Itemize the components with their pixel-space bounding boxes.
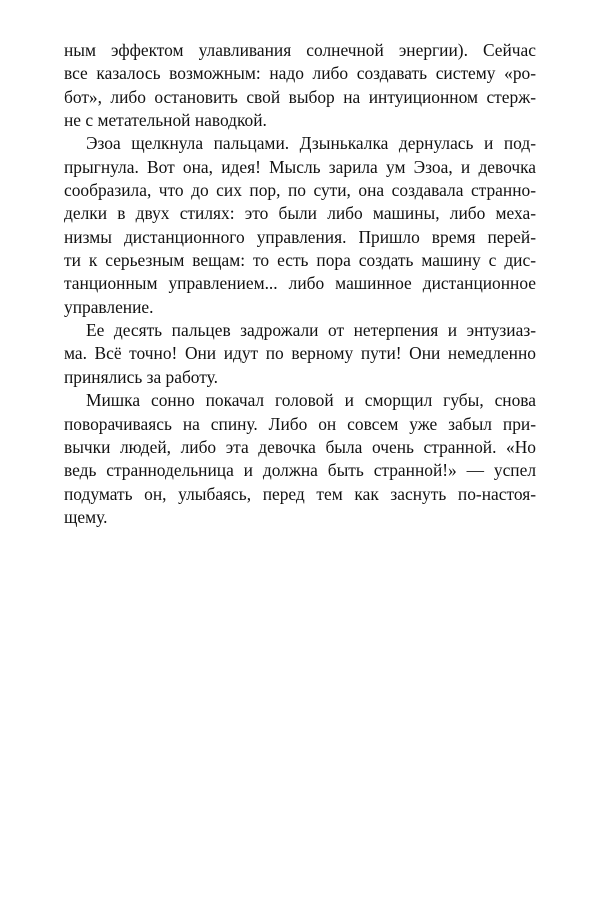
text-line: поворачиваясь на спину. Либо он совсем уже забыл при-	[64, 413, 536, 434]
text-line: все казалось возможным: надо либо создавать систему «ро-	[64, 63, 536, 84]
text-line: управление.	[64, 296, 154, 317]
text-line: подумать он, улыбаясь, перед тем как заснуть по-настоя-	[64, 483, 536, 504]
text-line: щему.	[64, 506, 108, 527]
text-line: делки в двух стилях: это были либо машины, либо меха-	[64, 203, 536, 224]
paragraph-2	[64, 132, 536, 319]
paragraph-1	[64, 39, 536, 132]
text-line: ма. Всё точно! Они идут по верному пути! Они немедленно	[64, 343, 536, 364]
text-line: Мишка сонно покачал головой и сморщил губы, снова	[86, 390, 536, 411]
text-line: прыгнула. Вот она, идея! Мысль зарила ум Эзоа, и девочка	[64, 156, 536, 177]
text-line: вычки людей, либо эта девочка была очень странной. «Но	[64, 436, 536, 457]
text-line: Ее десять пальцев задрожали от нетерпения и энтузиаз-	[86, 320, 536, 341]
text-line: бот», либо остановить свой выбор на интуиционном стерж-	[64, 86, 536, 107]
paragraph-4	[64, 389, 536, 529]
paragraph-3	[64, 319, 536, 389]
text-line: ным эффектом улавливания солнечной энергии). Сейчас	[64, 40, 536, 60]
text-line: сообразила, что до сих пор, по сути, она создавала странно-	[64, 180, 536, 201]
text-line: Эзоа щелкнула пальцами. Дзынькалка дернулась и под-	[86, 133, 536, 154]
text-line: низмы дистанционного управления. Пришло время перей-	[64, 226, 536, 247]
text-line: ведь страннодельница и должна быть странной!» — успел	[64, 460, 536, 481]
text-page	[64, 39, 536, 529]
text-line: ти к серьезным вещам: то есть пора создать машину с дис-	[64, 250, 536, 271]
text-line: принялись за работу.	[64, 366, 218, 387]
text-line: не с метательной наводкой.	[64, 110, 267, 131]
text-line: танционным управлением... либо машинное дистанционное	[64, 273, 536, 294]
